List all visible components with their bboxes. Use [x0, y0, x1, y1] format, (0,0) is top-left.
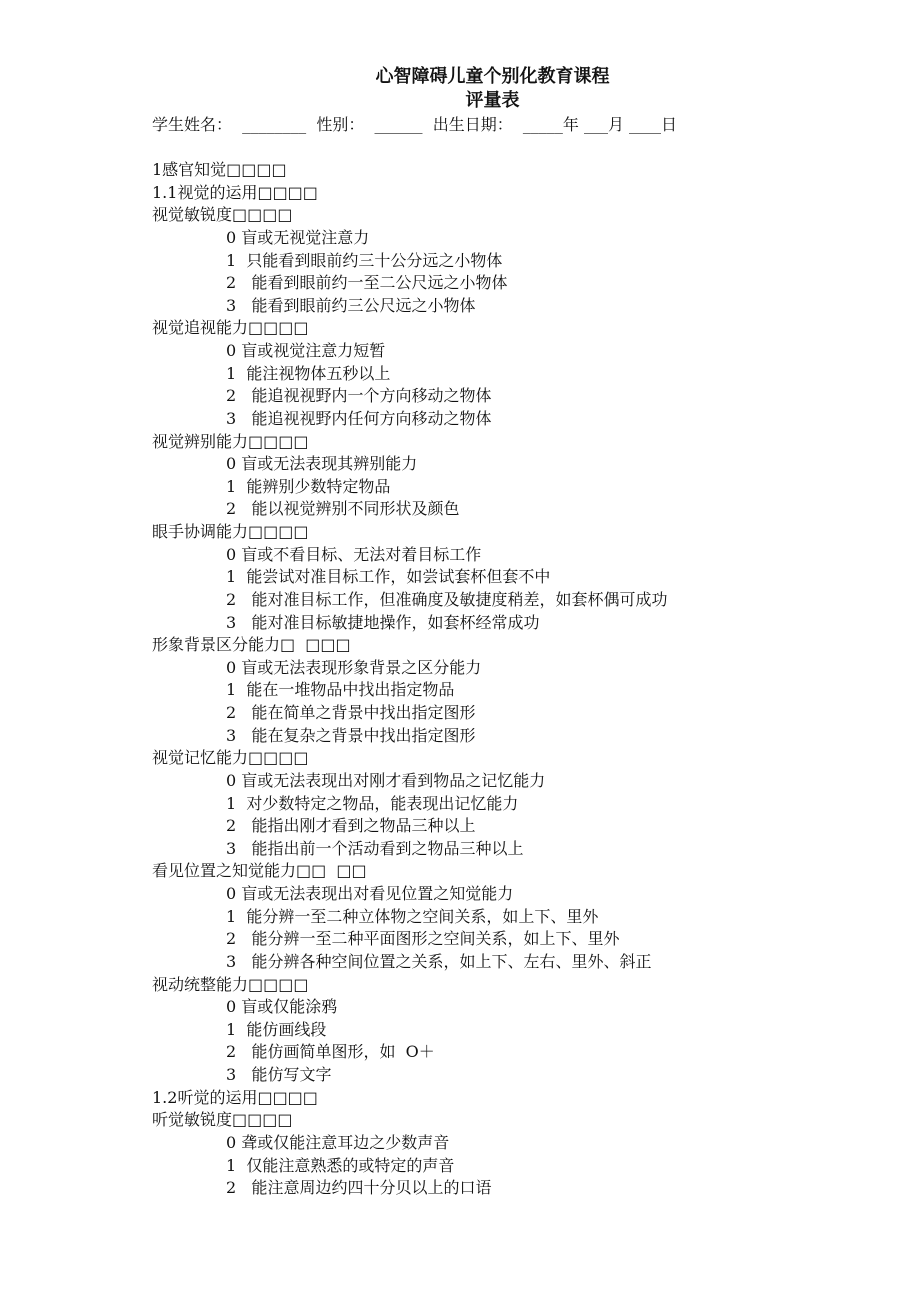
- assessment-level-line: 1 对少数特定之物品，能表现出记忆能力: [226, 793, 519, 813]
- assessment-level-line: 3 能对准目标敏捷地操作，如套杯经常成功: [226, 612, 540, 632]
- assessment-level-line: 2 能以视觉辨别不同形状及颜色: [226, 499, 460, 519]
- assessment-level-line: 0 盲或不看目标、无法对着目标工作: [226, 544, 482, 564]
- assessment-level-line: 1 能注视物体五秒以上: [226, 363, 391, 383]
- assessment-level-line: 3 能在复杂之背景中找出指定图形: [226, 725, 476, 745]
- assessment-heading-line: 眼手协调能力□□□□: [152, 522, 309, 541]
- assessment-level-line: 1 只能看到眼前约三十公分远之小物体: [226, 250, 503, 270]
- assessment-heading-line: 形象背景区分能力□ □□□: [152, 635, 351, 655]
- assessment-level-line: 1 能在一堆物品中找出指定物品: [226, 680, 455, 700]
- assessment-level-line: 2 能指出刚才看到之物品三种以上: [226, 816, 476, 836]
- assessment-level-line: 2 能注意周边约四十分贝以上的口语: [226, 1178, 492, 1198]
- assessment-level-line: 2 能分辨一至二种平面图形之空间关系，如上下、里外: [226, 929, 620, 949]
- assessment-items: [152, 159, 892, 1200]
- assessment-level-line: 0 盲或无法表现出对看见位置之知觉能力: [226, 884, 514, 903]
- assessment-heading-line: 1感官知觉□□□□: [152, 160, 287, 179]
- assessment-level-line: 0 盲或无法表现出对刚才看到物品之记忆能力: [226, 770, 546, 790]
- assessment-level-line: 2 能仿画简单图形，如 O＋: [226, 1042, 435, 1062]
- assessment-heading-line: 1.2听觉的运用□□□□: [152, 1087, 318, 1107]
- assessment-level-line: 3 能仿写文字: [226, 1065, 332, 1084]
- assessment-heading-line: 1.1视觉的运用□□□□: [152, 182, 318, 202]
- assessment-level-line: 2 能对准目标工作，但准确度及敏捷度稍差，如套杯偶可成功: [226, 589, 668, 609]
- assessment-level-line: 3 能指出前一个活动看到之物品三种以上: [226, 838, 524, 858]
- document-subtitle: 评量表: [465, 90, 520, 111]
- assessment-level-line: 0 盲或无法表现形象背景之区分能力: [226, 657, 482, 677]
- assessment-heading-line: 视觉记忆能力□□□□: [152, 748, 309, 768]
- assessment-level-line: 1 能辨别少数特定物品: [226, 476, 391, 496]
- assessment-level-line: 1 仅能注意熟悉的或特定的声音: [226, 1155, 455, 1175]
- assessment-heading-line: 听觉敏锐度□□□□: [152, 1110, 293, 1130]
- assessment-level-line: 1 能尝试对准目标工作，如尝试套杯但套不中: [226, 567, 551, 587]
- assessment-level-line: 1 能分辨一至二种立体物之空间关系，如上下、里外: [226, 906, 599, 926]
- assessment-level-line: 2 能在简单之背景中找出指定图形: [226, 703, 476, 722]
- assessment-heading-line: 看见位置之知觉能力□□ □□: [152, 861, 367, 881]
- assessment-level-line: 3 能追视视野内任何方向移动之物体: [226, 408, 492, 428]
- assessment-level-line: 1 能仿画线段: [226, 1019, 327, 1039]
- assessment-level-line: 2 能看到眼前约一至二公尺远之小物体: [226, 273, 508, 293]
- assessment-heading-line: 视觉敏锐度□□□□: [152, 205, 293, 225]
- assessment-level-line: 0 盲或视觉注意力短暂: [226, 341, 386, 360]
- assessment-level-line: 0 盲或无视觉注意力: [226, 227, 370, 247]
- document-title: 心智障碍儿童个别化教育课程: [375, 66, 610, 87]
- assessment-heading-line: 视觉追视能力□□□□: [152, 318, 309, 338]
- assessment-level-line: 0 盲或无法表现其辨别能力: [226, 454, 418, 474]
- assessment-level-line: 0 盲或仅能涂鸦: [226, 997, 338, 1017]
- assessment-level-line: 3 能看到眼前约三公尺远之小物体: [226, 295, 476, 315]
- assessment-level-line: 2 能追视视野内一个方向移动之物体: [226, 386, 492, 406]
- assessment-level-line: 0 聋或仅能注意耳边之少数声音: [226, 1132, 450, 1152]
- assessment-level-line: 3 能分辨各种空间位置之关系，如上下、左右、里外、斜正: [226, 951, 652, 971]
- student-info-line: 学生姓名： ________ 性别： ______ 出生日期： _____年 ___月 ____日: [152, 115, 678, 134]
- assessment-heading-line: 视动统整能力□□□□: [152, 974, 309, 994]
- assessment-heading-line: 视觉辨别能力□□□□: [152, 431, 309, 451]
